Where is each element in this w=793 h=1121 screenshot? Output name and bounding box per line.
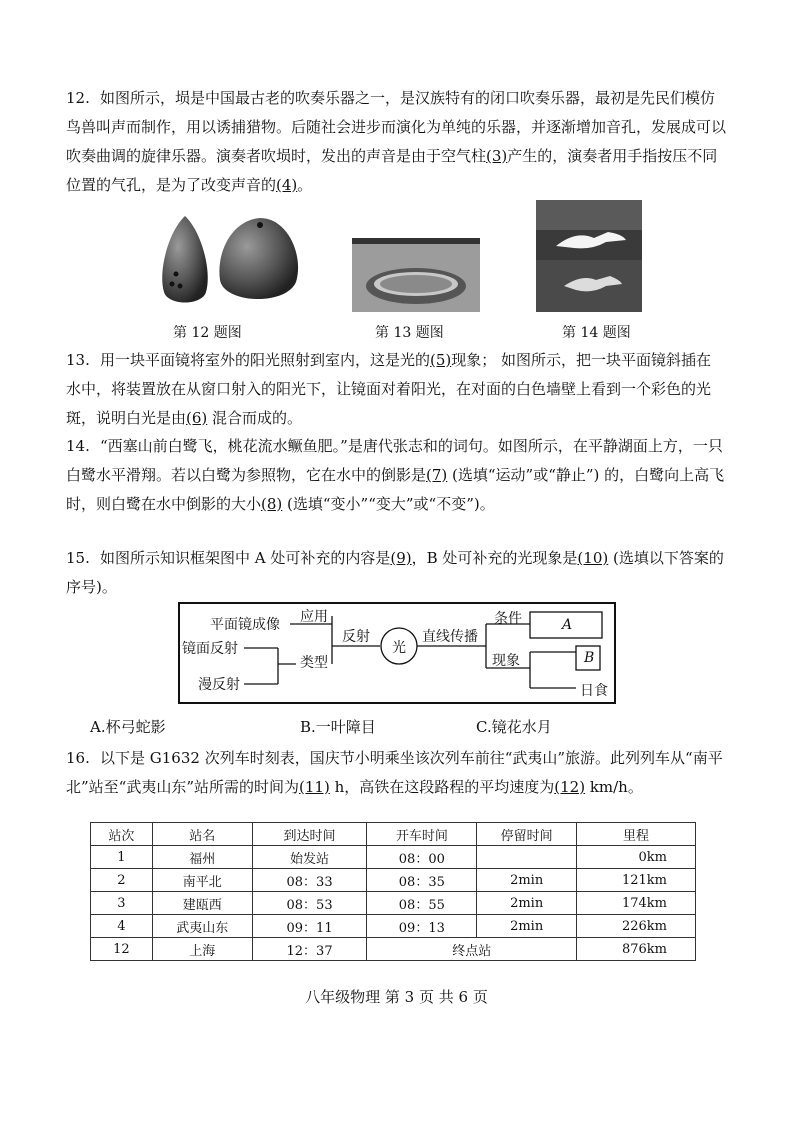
- table-row: [91, 915, 696, 938]
- label-application: 应用: [300, 609, 328, 625]
- table-header-row: [91, 823, 696, 846]
- figure-12-caption: 第 12 题图: [173, 325, 242, 341]
- table-cell: 12：37: [252, 938, 367, 961]
- answer-blank[interactable]: (12): [554, 778, 586, 796]
- column-header: 站次: [91, 823, 153, 846]
- column-header: 站名: [152, 823, 252, 846]
- table-cell: 0km: [577, 846, 696, 869]
- label-light: 光: [392, 640, 406, 656]
- table-cell: 08：33: [252, 869, 367, 892]
- figures-row: [0, 196, 793, 346]
- option-b[interactable]: B.一叶障目: [300, 718, 376, 736]
- table-cell: 1: [91, 846, 153, 869]
- question-number: 15.: [66, 549, 90, 567]
- table-cell: 南平北: [152, 869, 252, 892]
- label-solar-eclipse: 日食: [580, 683, 608, 699]
- label-type: 类型: [300, 655, 328, 671]
- answer-blank[interactable]: (6): [186, 409, 208, 427]
- table-row: [91, 938, 696, 961]
- table-cell: 2min: [477, 869, 577, 892]
- answer-blank[interactable]: (11): [299, 778, 330, 796]
- question-number: 12.: [66, 89, 90, 107]
- table-cell: 2: [91, 869, 153, 892]
- label-diffuse-reflection: 漫反射: [198, 677, 240, 693]
- option-c[interactable]: C.镜花水月: [476, 718, 552, 736]
- table-cell: 福州: [152, 846, 252, 869]
- question-14: 14. “西塞山前白鹭飞，桃花流水鳜鱼肥。”是唐代张志和的词句。如图所示，在平静湖面上方，一只白鹭水平滑翔。若以白鹭为参照物，它在水中的倒影是(7) (选填“运动”或“静止”) 的，白鹭向上高飞时，则白鹭在水中倒影的大小(8) (选填“变小”“变大”或“不变”)。: [66, 432, 726, 519]
- answer-blank[interactable]: (9): [390, 549, 412, 567]
- page-footer: 八年级物理 第 3 页 共 6 页: [305, 988, 488, 1006]
- option-a[interactable]: A.杯弓蛇影: [90, 718, 166, 736]
- label-condition: 条件: [494, 611, 522, 627]
- column-header: 到达时间: [252, 823, 367, 846]
- question-15: 15. 如图所示知识框架图中 A 处可补充的内容是(9)，B 处可补充的光现象是(10) (选填以下答案的序号)。: [66, 544, 726, 602]
- answer-blank[interactable]: (8): [261, 495, 283, 513]
- question-number: 13.: [66, 351, 90, 369]
- figure-13-caption: 第 13 题图: [375, 325, 444, 341]
- answer-blank[interactable]: (3): [486, 147, 508, 165]
- answer-blank[interactable]: (4): [276, 176, 298, 194]
- answer-blank[interactable]: (7): [426, 466, 448, 484]
- table-cell: 2min: [477, 892, 577, 915]
- table-cell: 876km: [577, 938, 696, 961]
- label-plane-mirror: 平面镜成像: [210, 617, 280, 633]
- label-phenomenon: 现象: [492, 653, 520, 669]
- train-timetable: [90, 822, 696, 961]
- blank-box-b[interactable]: B: [584, 650, 595, 666]
- answer-blank[interactable]: (10): [577, 549, 609, 567]
- label-reflection: 反射: [342, 629, 370, 645]
- table-cell: 121km: [577, 869, 696, 892]
- table-cell: 08：35: [367, 869, 477, 892]
- table-cell: 武夷山东: [152, 915, 252, 938]
- table-cell: 08：00: [367, 846, 477, 869]
- table-cell: 2min: [477, 915, 577, 938]
- question-16: 16. 以下是 G1632 次列车时刻表，国庆节小明乘坐该次列车前往“武夷山”旅游。此列列车从“南平北”站至“武夷山东”站所需的时间为(11) h，高铁在这段路程的平均速度为(12) km/h。: [66, 744, 726, 802]
- table-cell: 174km: [577, 892, 696, 915]
- table-row: [91, 846, 696, 869]
- question-number: 14.: [66, 437, 90, 455]
- mirror-water-image: [352, 200, 480, 316]
- column-header: 停留时间: [477, 823, 577, 846]
- table-cell: 09：13: [367, 915, 477, 938]
- figure-14-caption: 第 14 题图: [562, 325, 631, 341]
- table-cell: 3: [91, 892, 153, 915]
- question-12: 12. 如图所示，埙是中国最古老的吹奏乐器之一，是汉族特有的闭口吹奏乐器，最初是先民们模仿鸟兽叫声而制作，用以诱捕猎物。后随社会进步而演化为单纯的乐器，并逐渐增加音孔，发展成可以吹奏曲调的旋律乐器。演奏者吹埙时，发出的声音是由于空气柱(3)产生的，演奏者用手指按压不同位置的气孔，是为了改变声音的(4)。: [66, 84, 726, 200]
- table-cell: 4: [91, 915, 153, 938]
- table-row: [91, 892, 696, 915]
- answer-blank[interactable]: (5): [430, 351, 452, 369]
- table-cell: 上海: [152, 938, 252, 961]
- table-cell: 226km: [577, 915, 696, 938]
- knowledge-framework-diagram: [178, 602, 616, 704]
- label-straight-propagation: 直线传播: [422, 629, 478, 645]
- table-cell: 08：53: [252, 892, 367, 915]
- table-cell: 08：55: [367, 892, 477, 915]
- table-row: [91, 869, 696, 892]
- table-cell: [477, 846, 577, 869]
- table-cell: 建瓯西: [152, 892, 252, 915]
- table-cell: 终点站: [367, 938, 577, 961]
- label-specular-reflection: 镜面反射: [182, 641, 238, 657]
- table-cell: 12: [91, 938, 153, 961]
- question-13: 13. 用一块平面镜将室外的阳光照射到室内，这是光的(5)现象； 如图所示，把一块平面镜斜插在水中，将装置放在从窗口射入的阳光下，让镜面对着阳光，在对面的白色墙壁上看到一个彩色的光斑，说明白光是由(6) 混合而成的。: [66, 346, 726, 433]
- table-cell: 09：11: [252, 915, 367, 938]
- egret-reflection-image: [536, 200, 642, 316]
- blank-box-a[interactable]: A: [562, 617, 573, 633]
- question-number: 16.: [66, 749, 90, 767]
- xun-instrument-image: [150, 212, 310, 316]
- column-header: 开车时间: [367, 823, 477, 846]
- table-cell: 始发站: [252, 846, 367, 869]
- column-header: 里程: [577, 823, 696, 846]
